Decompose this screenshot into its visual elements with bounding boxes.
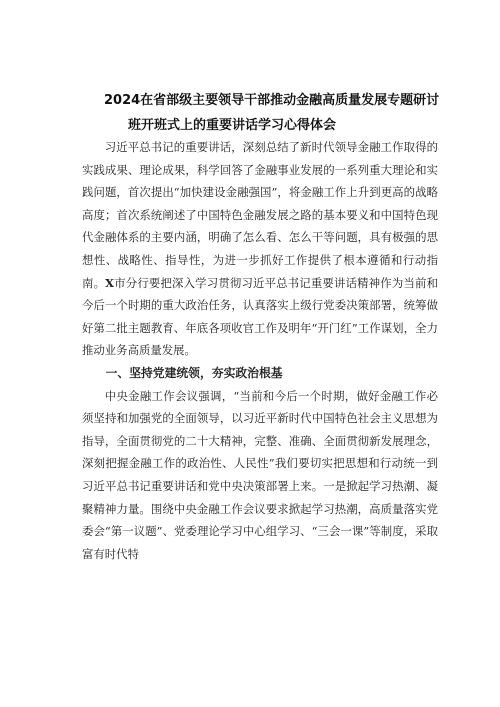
paragraph-section-1: 中央金融工作会议强调，“当前和今后一个时期，做好金融工作必须坚持和加强党的全面领导，以习近平新时代中国特色社会主义思想为指导，全面贯彻党的二十大精神，完整、准确、全面贯彻新发展理念，深刻把握金融工作的政治性、人民性”我们要切实把思想和行动统一到习近平总书记重要讲话和党中央决策部署上来。一是掀起学习热潮、凝聚精神力量。围绕中央金融工作会议要求掀起学习热潮，高质量落实党委会“第一议题”、党委理论学习中心组学习、“三会一课”等制度，采取富有时代特 [82, 388, 438, 561]
paragraph-intro-part-a: 习近平总书记的重要讲话，深刻总结了新时代领导金融工作取得的实践成果、理论成果，科学回答了金融事业发展的一系列重大理论和实践问题，首次提出“加快建设金融强国”，将金融工作上升到更高的战略高度；首次系统阐述了中国特色金融发展之路的基本要义和中国特色现代金融体系的主要内涵，明确了怎么看、怎么干等问题，具有极强的思想性、战略性、指导性，为进一步抓好工作提供了根本遵循和行动指南。 [82, 140, 438, 290]
title-line-2: 班开班式上的重要讲话学习心得体会 [128, 118, 337, 133]
branch-placeholder-x: X [105, 275, 114, 290]
paragraph-intro-part-b: 市分行要把深入学习贯彻习近平总书记重要讲话精神作为当前和今后一个时期的重大政治任务，认真落实上级行党委决策部署，统筹做好第二批主题教育、年底各项收官工作及明年“开门红”工作谋划，全力推动业务高质量发展。 [82, 275, 438, 358]
paragraph-intro [82, 136, 438, 362]
title-line-1: 2024在省部级主要领导干部推动金融高质量发展专题研讨 [104, 93, 440, 108]
section-heading-1: 一、坚持党建统领，夯实政治根基 [105, 365, 283, 380]
document-body [82, 136, 438, 565]
document-title [60, 88, 450, 138]
